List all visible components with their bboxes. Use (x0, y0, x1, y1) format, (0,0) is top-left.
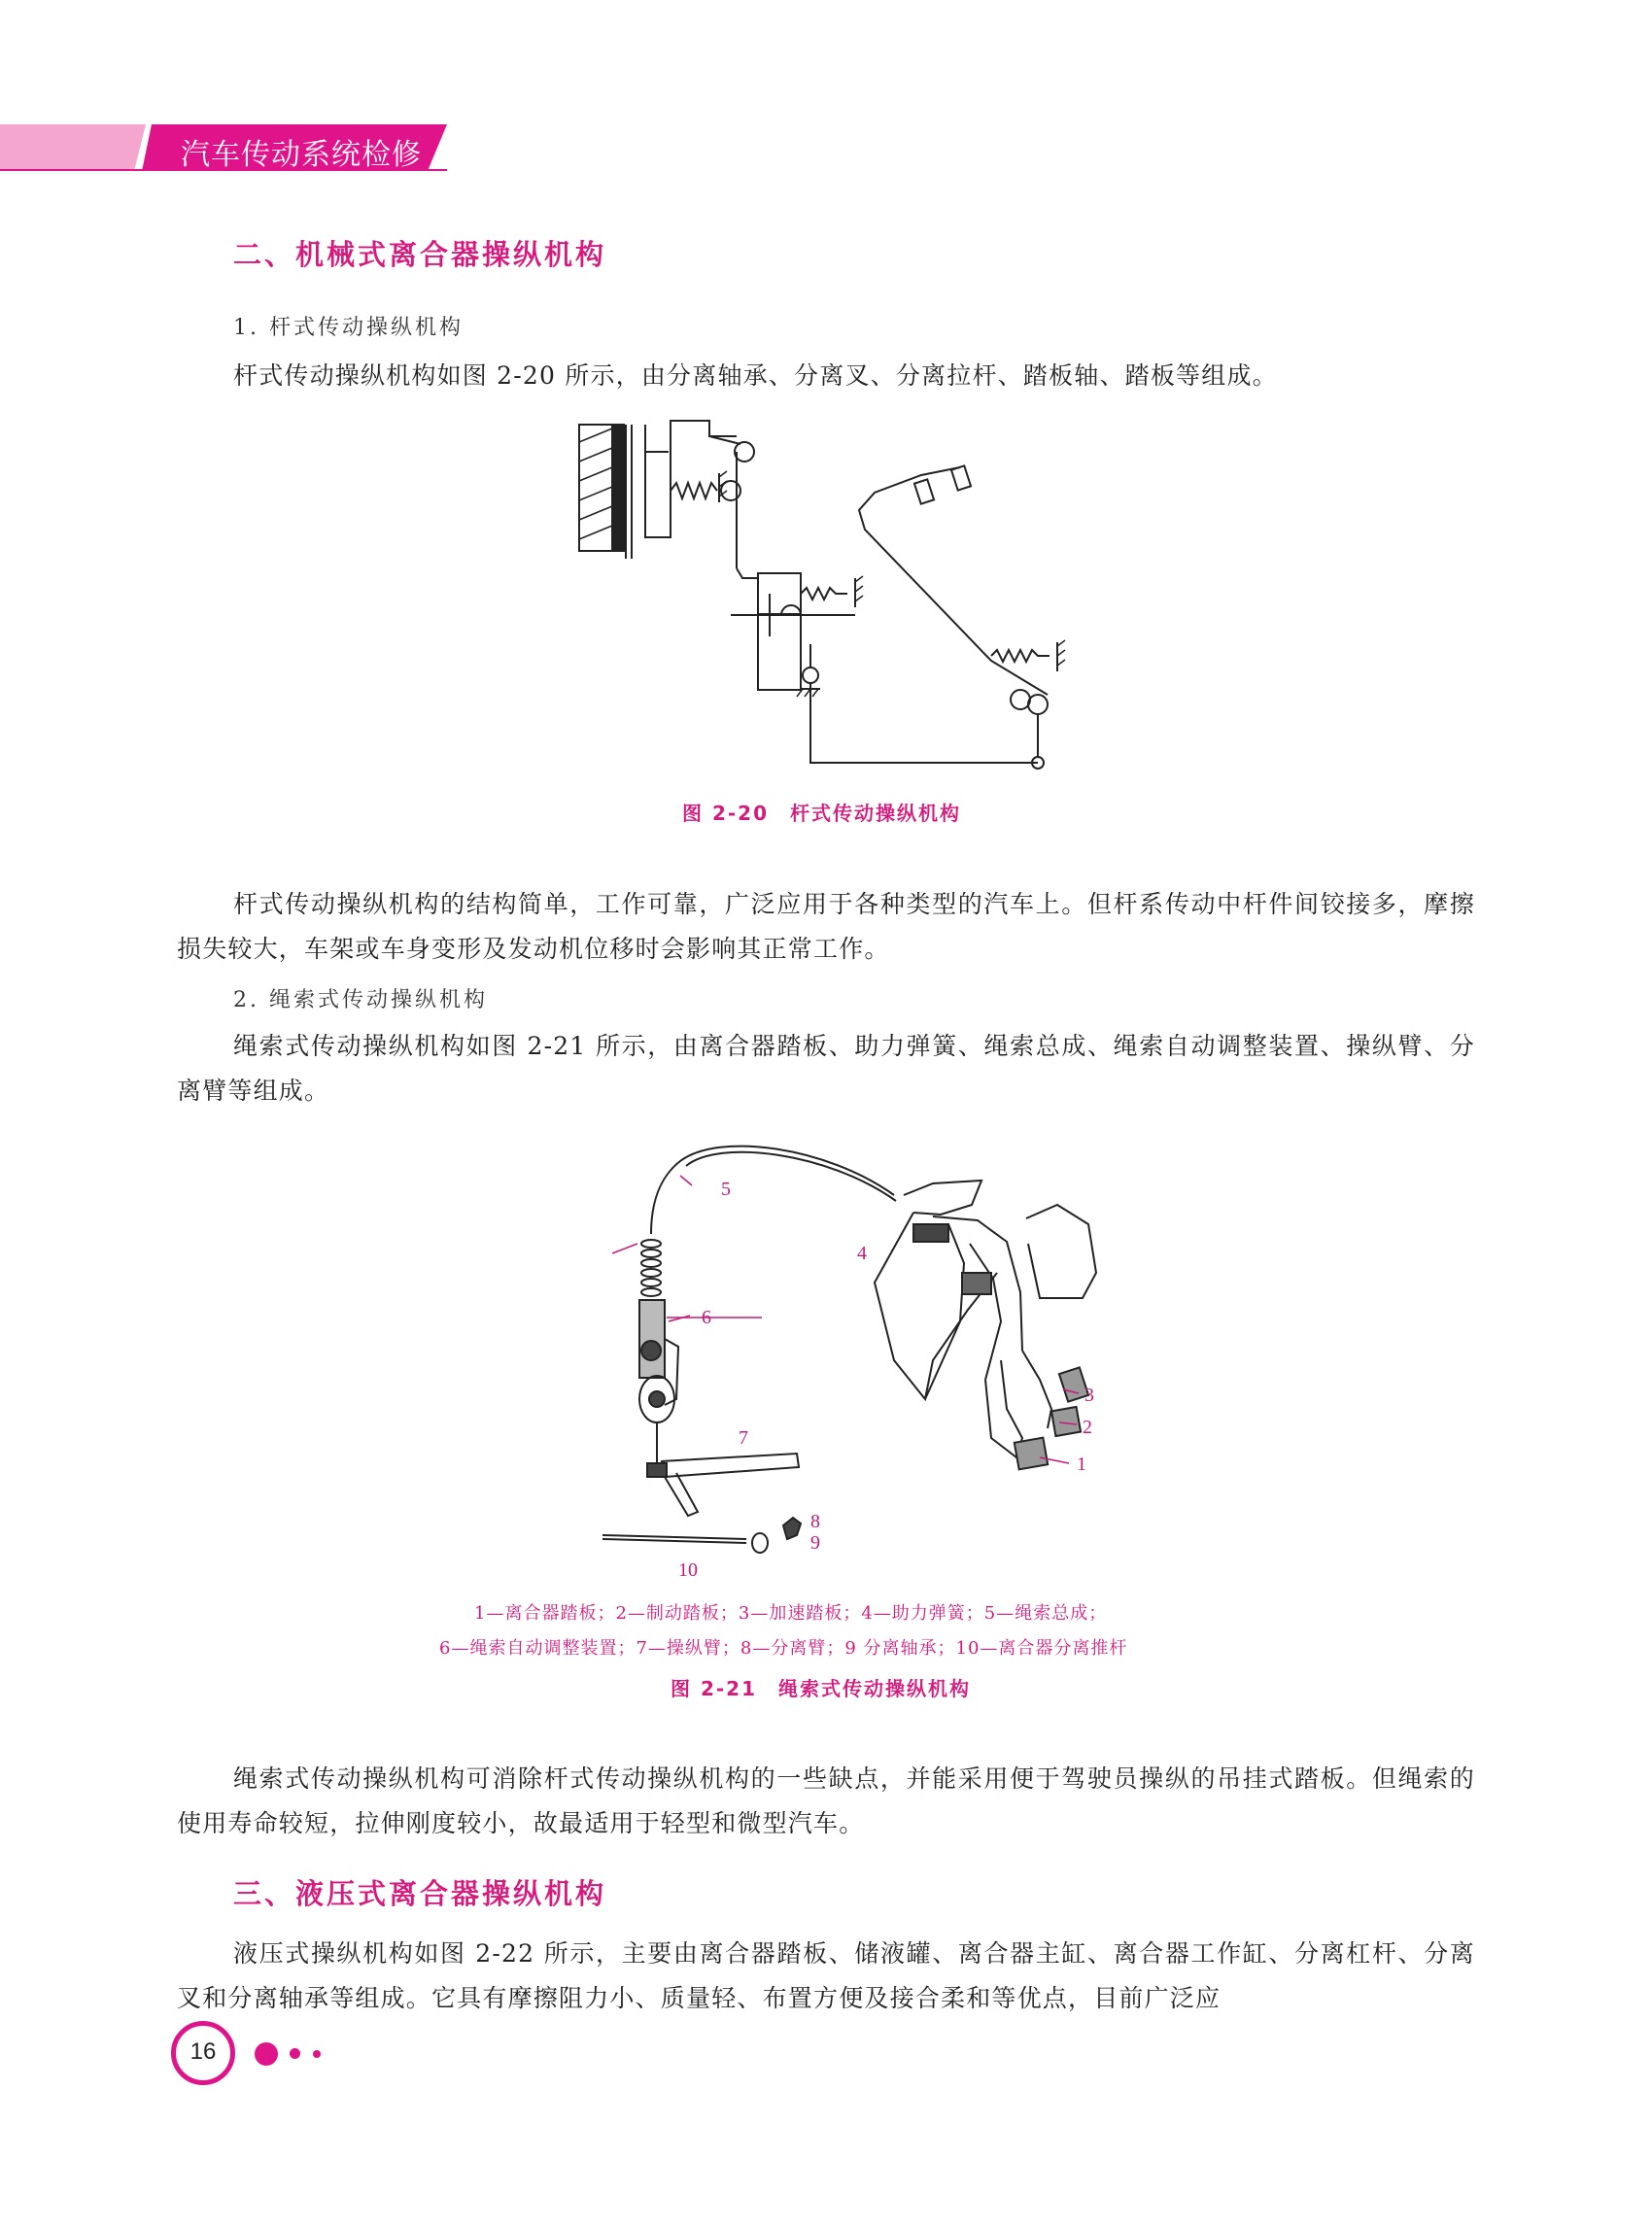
figure-2-21-caption: 图 2-21 绳索式传动操纵机构 (671, 1677, 972, 1700)
figure-2-21-label-4: 4 (857, 1243, 867, 1264)
figure-2-21-label-8: 8 (810, 1511, 820, 1532)
figure-2-21-diagram (583, 1127, 1108, 1584)
paragraph-rod-intro: 杆式传动操纵机构如图 2-20 所示，由分离轴承、分离叉、分离拉杆、踏板轴、踏板等组成。 (233, 361, 1278, 390)
paragraph-rod-body: 杆式传动操纵机构的结构简单，工作可靠，广泛应用于各种类型的汽车上。但杆系传动中杆件间铰接多，摩擦损失较大，车架或车身变形及发动机位移时会影响其正常工作。 (177, 890, 1475, 963)
footer-dot-small (313, 2050, 321, 2058)
figure-2-21-label-6: 6 (702, 1307, 711, 1328)
figure-2-21-legend-line-2: 6—绳索自动调整装置；7—操纵臂；8—分离臂；9 分离轴承；10—离合器分离推杆 (439, 1638, 1128, 1659)
figure-2-21-legend-line-1: 1—离合器踏板；2—制动踏板；3—加速踏板；4—助力弹簧；5—绳索总成； (474, 1603, 1108, 1624)
paragraph-cable-body: 绳索式传动操纵机构可消除杆式传动操纵机构的一些缺点，并能采用便于驾驶员操纵的吊挂式踏板。但绳索的使用寿命较短，拉伸刚度较小，故最适用于轻型和微型汽车。 (177, 1764, 1475, 1837)
figure-2-21-label-2: 2 (1083, 1417, 1092, 1438)
subheading-cable-type: 2. 绳索式传动操纵机构 (233, 988, 488, 1012)
header-title: 汽车传动系统检修 (181, 138, 422, 172)
paragraph-hydraulic-intro: 液压式操纵机构如图 2-22 所示，主要由离合器踏板、储液罐、离合器主缸、离合器工作缸、分离杠杆、分离叉和分离轴承等组成。它具有摩擦阻力小、质量轻、布置方便及接合柔和等优点，目前广泛应 (177, 1939, 1475, 2012)
figure-2-20-diagram (564, 413, 1088, 792)
paragraph-cable-intro: 绳索式传动操纵机构如图 2-21 所示，由离合器踏板、助力弹簧、绳索总成、绳索自动调整装置、操纵臂、分离臂等组成。 (177, 1032, 1475, 1105)
figure-2-20-caption: 图 2-20 杆式传动操纵机构 (682, 802, 962, 825)
footer-dot-large (255, 2042, 278, 2066)
figure-2-21-label-10: 10 (678, 1559, 698, 1581)
section-heading-mechanical: 二、机械式离合器操纵机构 (233, 238, 607, 271)
footer-dot-medium (290, 2048, 300, 2059)
figure-2-21-label-3: 3 (1084, 1385, 1094, 1406)
figure-2-21-label-5: 5 (721, 1179, 731, 1200)
figure-2-21-label-1: 1 (1077, 1454, 1086, 1475)
subheading-rod-type: 1. 杆式传动操纵机构 (233, 316, 464, 340)
section-heading-hydraulic: 三、液压式离合器操纵机构 (233, 1877, 607, 1910)
figure-2-21-label-7: 7 (739, 1427, 748, 1449)
figure-2-21-label-9: 9 (810, 1532, 820, 1554)
page-number: 16 (189, 2038, 217, 2065)
